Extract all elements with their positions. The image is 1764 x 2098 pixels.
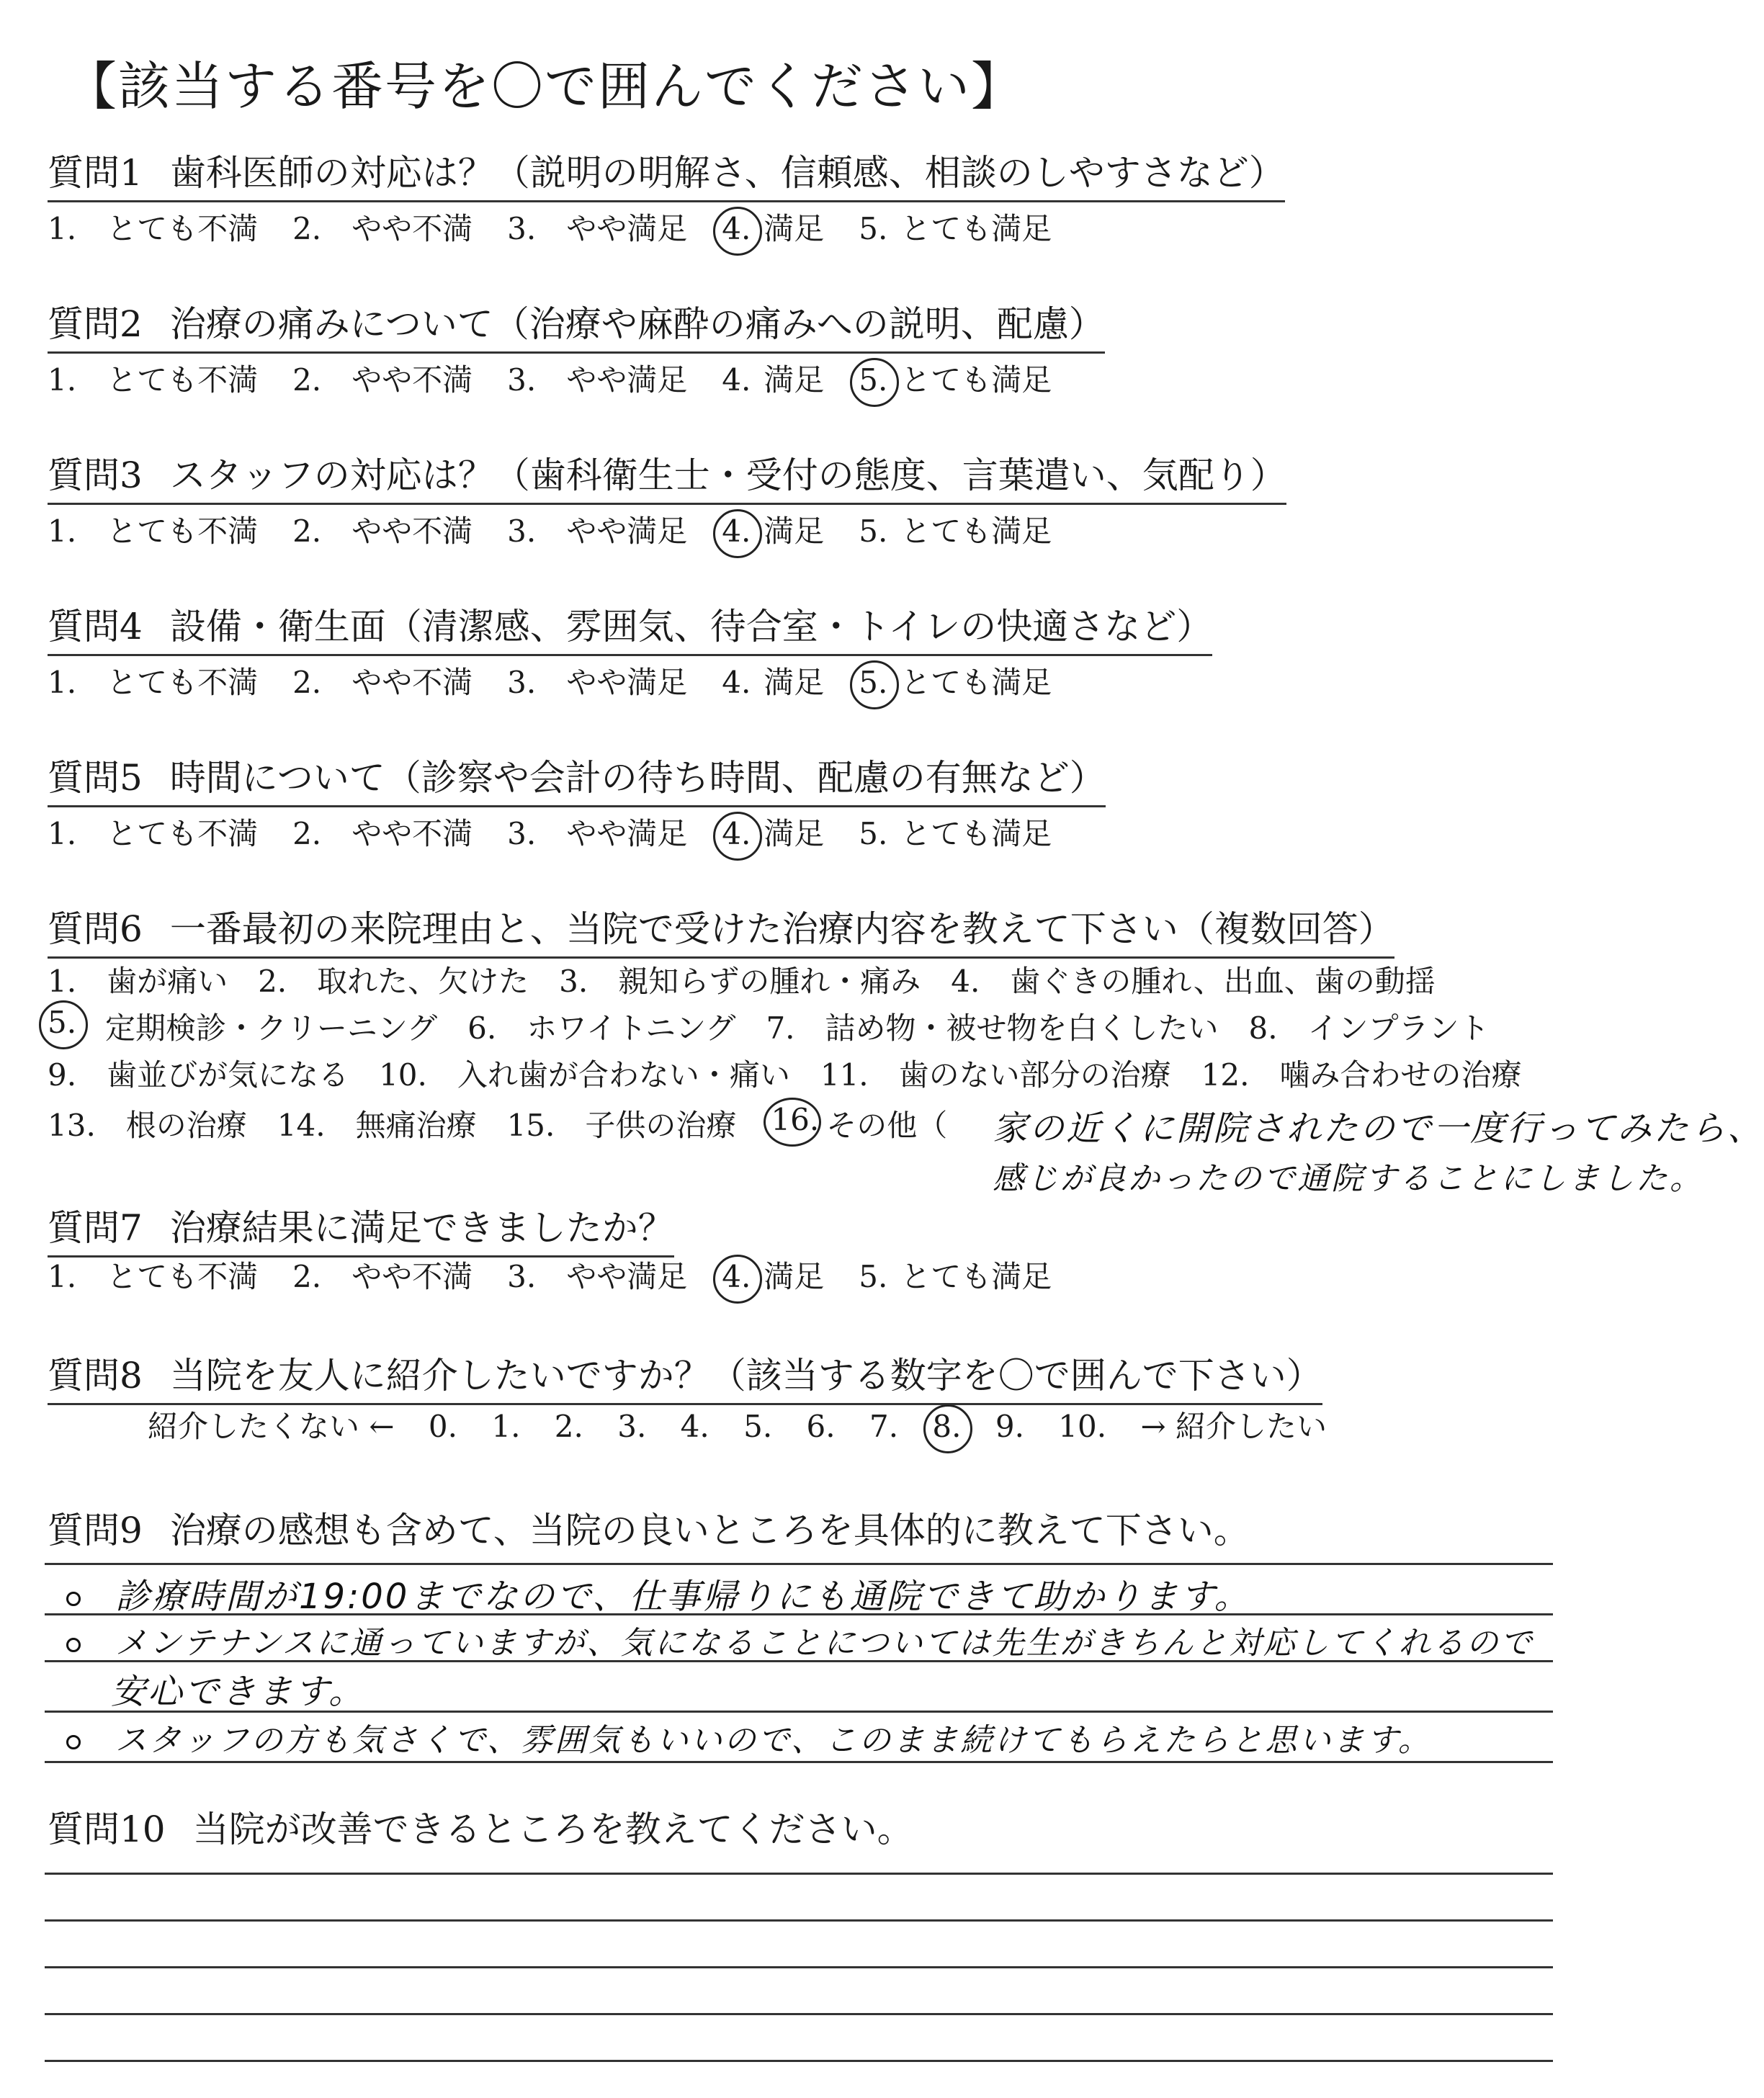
option-3[interactable]: 3. やや満足 xyxy=(507,1259,688,1294)
option-2[interactable]: 2. やや不満 xyxy=(292,665,473,700)
q9-answer-1[interactable] xyxy=(66,1569,1251,1618)
question-1 xyxy=(48,144,1285,202)
answer-line[interactable] xyxy=(45,1873,1553,1875)
option-5[interactable] xyxy=(859,810,1052,853)
option-5-selected[interactable] xyxy=(859,357,1052,400)
option-5[interactable] xyxy=(859,508,1052,551)
question-number: 質問10 xyxy=(48,1808,166,1850)
option-2[interactable]: 2. やや不満 xyxy=(292,362,473,398)
q1-options[interactable] xyxy=(48,205,1086,248)
answer-line xyxy=(45,1563,1553,1565)
option-label: 満足 xyxy=(764,514,825,549)
option-4[interactable] xyxy=(722,357,824,400)
option-5-selected[interactable] xyxy=(859,659,1052,702)
bullet-icon xyxy=(66,1638,81,1652)
option-2[interactable]: 2. やや不満 xyxy=(292,211,473,246)
option-4-selected[interactable] xyxy=(722,508,824,551)
option-label: とても満足 xyxy=(900,514,1052,549)
answer-line[interactable] xyxy=(45,1919,1553,1922)
q2-options[interactable] xyxy=(48,357,1086,400)
option-3[interactable]: 3. やや満足 xyxy=(507,211,688,246)
option-label: とても満足 xyxy=(900,1259,1052,1294)
option-label: 満足 xyxy=(764,816,825,851)
q7-options[interactable] xyxy=(48,1253,1086,1296)
q9-answer-2[interactable] xyxy=(66,1617,1534,1663)
option-4-selected[interactable] xyxy=(722,1253,824,1296)
bullet-icon xyxy=(66,1592,81,1606)
question-text: 治療の痛みについて（治療や麻酔の痛みへの説明、配慮） xyxy=(169,303,1105,345)
q6-row-2[interactable] xyxy=(48,1005,1490,1048)
bullet-icon xyxy=(66,1735,81,1749)
question-number: 質問7 xyxy=(48,1207,143,1249)
other-label: その他（ xyxy=(826,1108,948,1143)
question-number: 質問1 xyxy=(48,152,143,194)
question-text: 一番最初の来院理由と、当院で受けた治療内容を教えて下さい（複数回答） xyxy=(169,908,1394,950)
question-text: スタッフの対応は？（歯科衛生士・受付の態度、言葉遣い、気配り） xyxy=(169,454,1286,496)
option-5[interactable] xyxy=(859,1253,1052,1296)
option-number: 5. xyxy=(48,1005,89,1040)
scale-left-label: 紹介したくない ← xyxy=(148,1409,395,1444)
option-1[interactable]: 1. とても不満 xyxy=(48,665,259,700)
q6-row-2-text: 定期検診・クリーニング 6. ホワイトニング 7. 詰め物・被せ物を白くしたい 8. インプラント xyxy=(105,1010,1490,1046)
q9-answer-3[interactable] xyxy=(66,1714,1432,1760)
option-5[interactable] xyxy=(859,205,1052,248)
option-label: 満足 xyxy=(764,1259,825,1294)
answer-line xyxy=(45,1711,1553,1713)
option-number: 4. xyxy=(722,665,751,700)
option-label: とても満足 xyxy=(900,211,1052,246)
question-6 xyxy=(48,900,1394,959)
question-number: 質問8 xyxy=(48,1355,143,1397)
option-number: 4. xyxy=(722,1259,764,1294)
question-text: 治療結果に満足できましたか？ xyxy=(169,1207,674,1249)
scale-8-selected[interactable]: 8. xyxy=(932,1409,962,1444)
question-text: 時間について（診察や会計の待ち時間、配慮の有無など） xyxy=(169,757,1106,799)
option-label: とても満足 xyxy=(900,665,1052,700)
question-text: 当院を友人に紹介したいですか？（該当する数字を〇で囲んで下さい） xyxy=(169,1355,1322,1397)
option-label: 満足 xyxy=(764,665,825,700)
instruction-heading: 【該当する番号を〇で囲んでください】 xyxy=(65,56,1025,117)
option-number: 4. xyxy=(722,514,764,549)
scale-2[interactable]: 2. xyxy=(554,1409,583,1444)
question-number: 質問3 xyxy=(48,454,143,496)
question-5 xyxy=(48,749,1106,807)
option-1[interactable]: 1. とても不満 xyxy=(48,362,259,398)
option-label: とても満足 xyxy=(900,816,1052,851)
option-4-selected[interactable] xyxy=(722,810,824,853)
q6-row-4[interactable] xyxy=(48,1102,947,1145)
option-number: 4. xyxy=(722,362,751,398)
question-3 xyxy=(48,447,1286,505)
option-2[interactable]: 2. やや不満 xyxy=(292,1259,473,1294)
option-label: とても満足 xyxy=(900,362,1052,398)
q6-other-handwriting-1: 家の近くに開院されたので一度行ってみたら、 xyxy=(993,1108,1764,1149)
question-number: 質問4 xyxy=(48,606,143,647)
option-number: 4. xyxy=(722,211,764,246)
question-8 xyxy=(48,1347,1322,1405)
scale-3[interactable]: 3. xyxy=(617,1409,647,1444)
option-number: 5. xyxy=(859,514,888,549)
scale-7[interactable]: 7. xyxy=(869,1409,899,1444)
q3-options[interactable] xyxy=(48,508,1086,551)
question-number: 質問5 xyxy=(48,757,143,799)
option-3[interactable]: 3. やや満足 xyxy=(507,665,688,700)
answer-line[interactable] xyxy=(45,1966,1553,1968)
option-number: 5. xyxy=(859,211,888,246)
option-1[interactable]: 1. とても不満 xyxy=(48,816,259,851)
option-3[interactable]: 3. やや満足 xyxy=(507,514,688,549)
q6-row-1[interactable]: 1. 歯が痛い 2. 取れた、欠けた 3. 親知らずの腫れ・痛み 4. 歯ぐきの腫れ、出血、歯の動揺 xyxy=(48,964,1436,999)
answer-line xyxy=(45,1613,1553,1615)
q8-scale[interactable] xyxy=(148,1403,1351,1446)
q6-row-4-text: 13. 根の治療 14. 無痛治療 15. 子供の治療 xyxy=(48,1108,737,1143)
option-label: 満足 xyxy=(764,211,825,246)
q6-row-3[interactable]: 9. 歯並びが気になる 10. 入れ歯が合わない・痛い 11. 歯のない部分の治療 12. 噛み合わせの治療 xyxy=(48,1057,1522,1093)
scale-1[interactable]: 1. xyxy=(491,1409,521,1444)
question-number: 質問6 xyxy=(48,908,143,950)
option-5-selected[interactable] xyxy=(48,1005,89,1048)
option-number: 5. xyxy=(859,665,900,700)
scale-6[interactable]: 6. xyxy=(806,1409,836,1444)
question-7 xyxy=(48,1199,674,1258)
option-4[interactable] xyxy=(722,659,824,702)
option-number: 5. xyxy=(859,1259,888,1294)
option-4-selected[interactable] xyxy=(722,205,824,248)
question-4 xyxy=(48,598,1212,656)
option-3[interactable]: 3. やや満足 xyxy=(507,362,688,398)
answer-text: 診療時間が19:00までなので、仕事帰りにも通院できて助かります。 xyxy=(115,1577,1251,1617)
scale-4[interactable]: 4. xyxy=(680,1409,709,1444)
question-number: 質問2 xyxy=(48,303,143,345)
scale-0[interactable]: 0. xyxy=(428,1409,457,1444)
question-10 xyxy=(48,1801,913,1852)
option-number: 16. xyxy=(771,1102,820,1137)
question-number: 質問9 xyxy=(48,1510,143,1551)
option-number: 5. xyxy=(859,362,900,398)
option-number: 4. xyxy=(722,816,764,851)
question-text: 歯科医師の対応は？（説明の明解さ、信頼感、相談のしやすさなど） xyxy=(169,152,1285,194)
answer-line[interactable] xyxy=(45,2060,1553,2062)
option-number: 5. xyxy=(859,816,888,851)
scale-10[interactable]: 10. xyxy=(1058,1409,1107,1444)
question-text: 設備・衛生面（清潔感、雰囲気、待合室・トイレの快適さなど） xyxy=(169,606,1213,647)
q6-other-handwriting-2: 感じが良かったので通院することにしました。 xyxy=(993,1160,1703,1197)
scale-5[interactable]: 5. xyxy=(743,1409,773,1444)
answer-line xyxy=(45,1761,1553,1763)
question-9 xyxy=(48,1502,1250,1554)
answer-text: スタッフの方も気さくで、雰囲気もいいので、このまま続けてもらえたらと思います。 xyxy=(115,1722,1432,1759)
option-1[interactable]: 1. とても不満 xyxy=(48,514,259,549)
question-text: 当院が改善できるところを教えてください。 xyxy=(192,1808,913,1850)
scale-right-label: → 紹介したい xyxy=(1140,1409,1327,1444)
option-16-selected[interactable] xyxy=(771,1102,819,1145)
q9-answer-2-cont[interactable]: 安心できます。 xyxy=(111,1672,366,1712)
option-3[interactable]: 3. やや満足 xyxy=(507,816,688,851)
answer-text: メンテナンスに通っていますが、気になることについては先生がきちんと対応してくれるので xyxy=(115,1625,1534,1662)
option-label: 満足 xyxy=(764,362,825,398)
answer-line xyxy=(45,1660,1553,1662)
answer-line[interactable] xyxy=(45,2013,1553,2015)
question-2 xyxy=(48,295,1105,354)
q5-options[interactable] xyxy=(48,810,1086,853)
option-2[interactable]: 2. やや不満 xyxy=(292,816,473,851)
option-1[interactable]: 1. とても不満 xyxy=(48,1259,259,1294)
q4-options[interactable] xyxy=(48,659,1086,702)
option-1[interactable]: 1. とても不満 xyxy=(48,211,259,246)
option-2[interactable]: 2. やや不満 xyxy=(292,514,473,549)
scale-9[interactable]: 9. xyxy=(995,1409,1024,1444)
question-text: 治療の感想も含めて、当院の良いところを具体的に教えて下さい。 xyxy=(169,1510,1250,1551)
